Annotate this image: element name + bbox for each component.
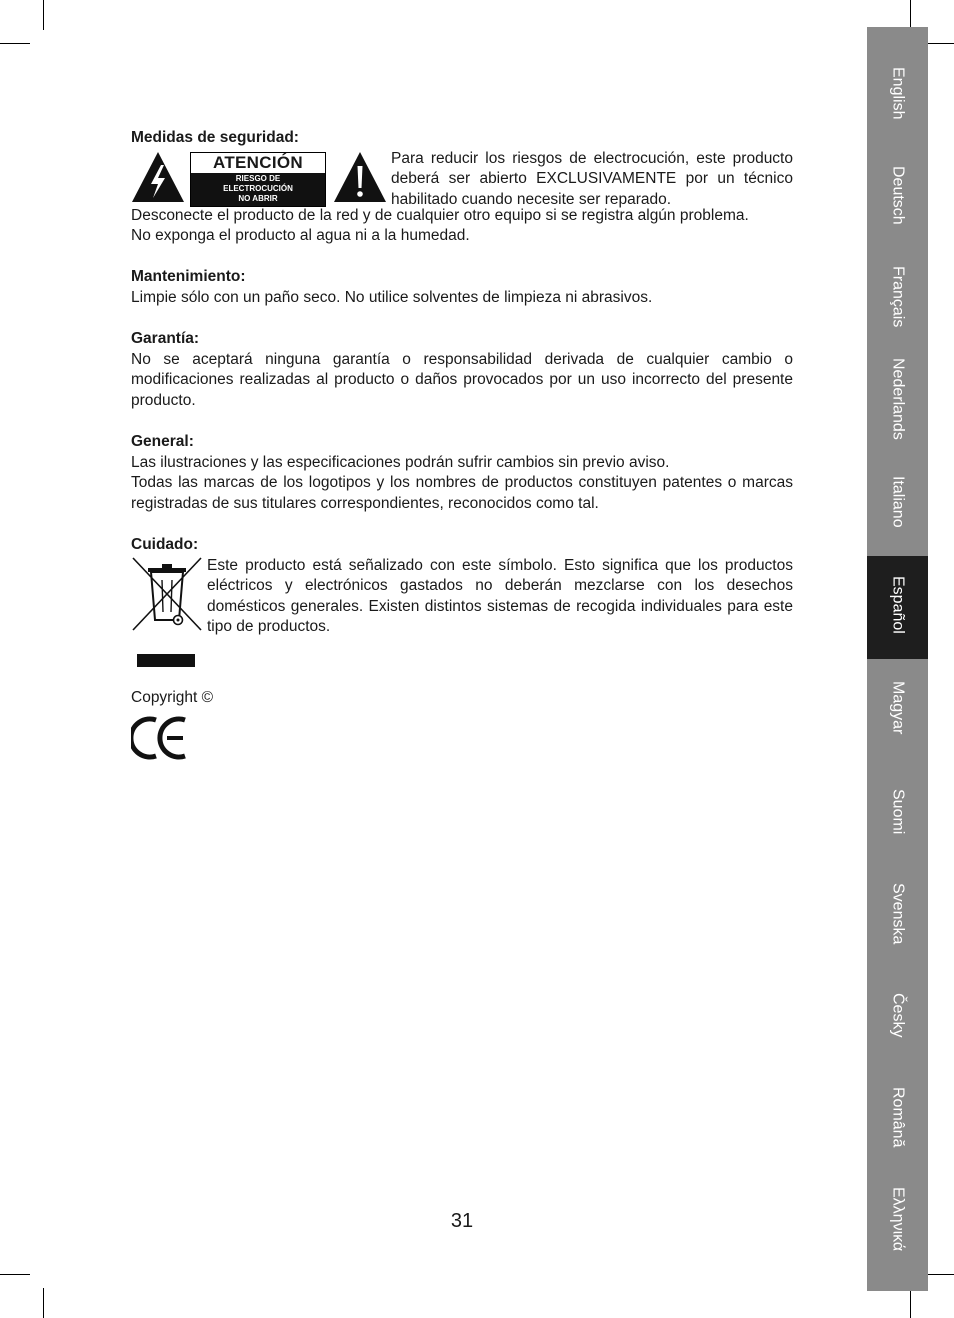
crop-mark [910, 1288, 911, 1318]
tab-label: Ελληνικά [889, 1187, 907, 1252]
tab-nederlands[interactable] [867, 332, 928, 444]
tab-svenska[interactable] [867, 869, 928, 969]
tab-label: Nederlands [889, 358, 907, 440]
tab-romana[interactable] [867, 1069, 928, 1169]
maintenance-text: Limpie sólo con un paño seco. No utilice solventes de limpieza ni abrasivos. [131, 288, 653, 306]
exclamation-warning-icon [333, 151, 387, 203]
weee-row [131, 556, 793, 688]
crop-mark [43, 1288, 44, 1318]
crop-mark [0, 43, 30, 44]
warning-label [190, 152, 326, 207]
safety-text: Desconecte el producto de la red y de cualquier otro equipo si se registra algún problema. [131, 206, 749, 224]
language-tabs [867, 27, 928, 1291]
tab-label: Español [889, 576, 907, 634]
weee-crossed-bin-icon [131, 556, 203, 634]
crop-mark [924, 1274, 954, 1275]
tab-label: Română [889, 1087, 907, 1148]
tab-label: Česky [889, 993, 907, 1038]
tab-espanol[interactable] [867, 556, 928, 659]
page-number: 31 [450, 1210, 474, 1232]
general-text: Las ilustraciones y las especificaciones podrán sufrir cambios sin previo aviso. [131, 453, 670, 471]
tab-deutsch[interactable] [867, 128, 928, 230]
tab-cesky[interactable] [867, 969, 928, 1069]
safety-text: No exponga el producto al agua ni a la humedad. [131, 227, 470, 245]
warranty-text: No se aceptará ninguna garantía o responsabilidad derivada de cualquier cambio o modificaciones realizadas al producto o daños provocados por un uso incorrecto del presente producto. [131, 350, 793, 409]
ce-mark-icon [131, 716, 189, 760]
crop-mark [43, 0, 44, 30]
safety-warning-row [131, 149, 793, 208]
tab-magyar[interactable] [867, 659, 928, 769]
general-text: Todas las marcas de los logotipos y los nombres de productos constituyen patentes o marcas registradas de sus titulares correspondientes, reconocidos como tal. [131, 474, 793, 512]
tab-label: Français [889, 266, 907, 328]
crop-mark [910, 0, 911, 30]
tab-label: Svenska [889, 883, 907, 945]
warning-label-head: ATENCIÓN [213, 152, 303, 172]
weee-bar [137, 654, 195, 667]
tab-label: Deutsch [889, 166, 907, 225]
warning-label-subtext [191, 173, 325, 206]
tab-label: Suomi [889, 789, 907, 835]
tab-label: English [889, 67, 907, 120]
tab-english[interactable] [867, 27, 928, 128]
crop-mark [924, 43, 954, 44]
caution-text: Este producto está señalizado con este símbolo. Esto significa que los productos eléctricos y electrónicos gastados no deberán mezclarse con los desechos domésticos generales. Existen distintos sistemas de recogida individuales para este tipo de productos. [207, 556, 793, 636]
warning-label-line: NO ABRIR [238, 193, 278, 203]
crop-mark [0, 1274, 30, 1275]
tab-francais[interactable] [867, 230, 928, 332]
tab-label: Magyar [889, 681, 907, 735]
tab-italiano[interactable] [867, 444, 928, 556]
safety-text-side: Para reducir los riesgos de electrocución, este producto deberá ser abierto EXCLUSIVAMENTE por un técnico habilitado cuando necesite ser reparado. [391, 149, 793, 208]
safety-heading: Medidas de seguridad: [131, 129, 299, 146]
warning-label-line: RIESGO DE [235, 173, 281, 183]
general-heading: General: [131, 433, 194, 451]
tab-ellinika[interactable] [867, 1169, 928, 1291]
caution-heading: Cuidado: [131, 536, 199, 554]
electric-shock-warning-icon [131, 151, 185, 203]
page-content [131, 128, 793, 767]
warning-label-line: ELECTROCUCIÓN [223, 183, 293, 193]
warranty-heading: Garantía: [131, 330, 200, 348]
maintenance-heading: Mantenimiento: [131, 268, 246, 286]
tab-label: Italiano [889, 476, 907, 528]
tab-suomi[interactable] [867, 769, 928, 869]
copyright-text: Copyright © [131, 688, 214, 706]
